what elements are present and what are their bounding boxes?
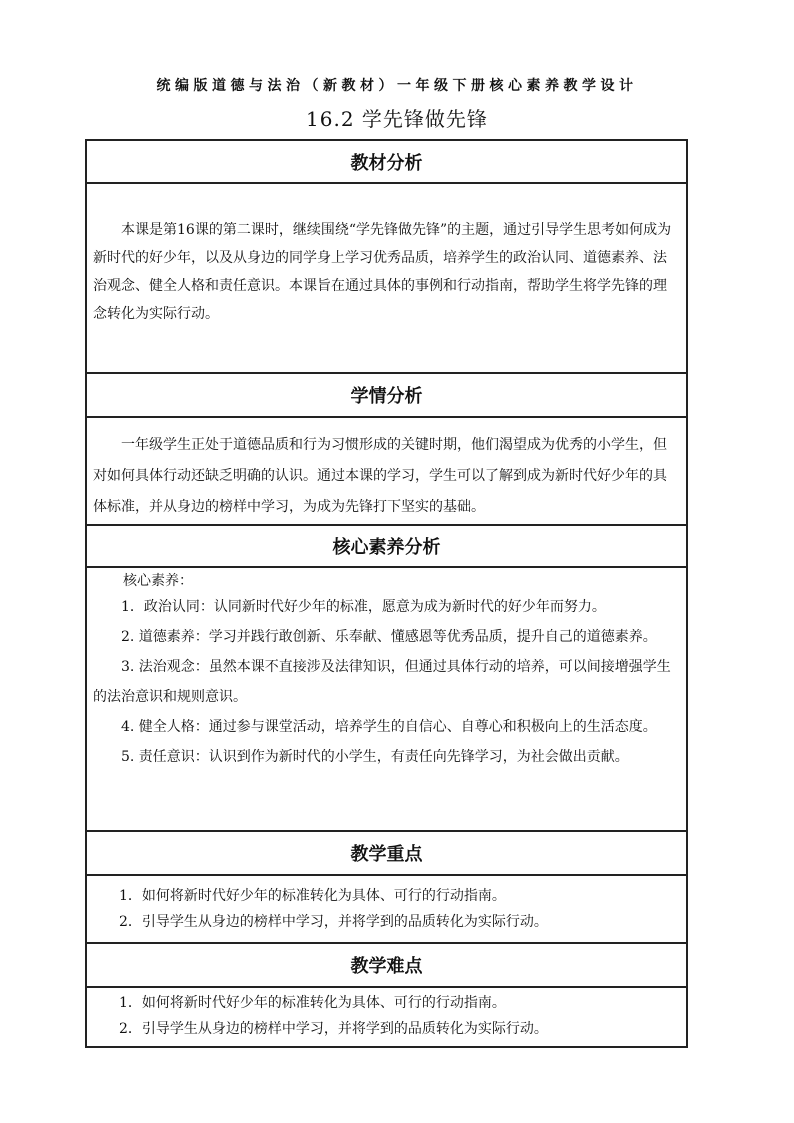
textbook-analysis-paragraph: 本课是第16课的第二课时，继续围绕“学先锋做先锋”的主题，通过引导学生思考如何成为新时代的好少年，以及从身边的同学身上学习优秀品质，培养学生的政治认同、道德素养、法治观念、健全人格和责任意识。本课旨在通过具体的事例和行动指南，帮助学生将学先锋的理念转化为实际行动。 [93, 222, 672, 322]
key-points-heading [87, 832, 686, 876]
difficult-points-heading-text: 教学难点 [350, 956, 423, 977]
core-literacy-item: 3. 法治观念：虽然本课不直接涉及法律知识，但通过具体行动的培养，可以间接增强学生的法治意识和规则意识。 [93, 659, 671, 705]
core-literacy-heading-text: 核心素养分析 [332, 537, 441, 558]
core-literacy-item: 4. 健全人格：通过参与课堂活动，培养学生的自信心、自尊心和积极向上的生活态度。 [121, 719, 657, 735]
difficult-points-body [87, 988, 686, 1046]
core-literacy-item: 5. 责任意识：认识到作为新时代的小学生，有责任向先锋学习，为社会做出贡献。 [121, 749, 629, 765]
learner-analysis-heading [87, 374, 686, 418]
core-literacy-item: 1．政治认同：认同新时代好少年的标准，愿意为成为新时代的好少年而努力。 [121, 599, 606, 615]
core-literacy-item: 2. 道德素养：学习并践行敢创新、乐奉献、懂感恩等优秀品质，提升自己的道德素养。 [121, 629, 657, 645]
key-point-item: 2．引导学生从身边的榜样中学习，并将学到的品质转化为实际行动。 [119, 914, 548, 930]
learner-analysis-paragraph: 一年级学生正处于道德品质和行为习惯形成的关键时期，他们渴望成为优秀的小学生，但对如何具体行动还缺乏明确的认识。通过本课的学习，学生可以了解到成为新时代好少年的具体标准，并从身边的榜样中学习，为成为先锋打下坚实的基础。 [93, 437, 667, 515]
key-point-item: 1．如何将新时代好少年的标准转化为具体、可行的行动指南。 [119, 888, 506, 904]
core-literacy-label: 核心素养： [123, 573, 193, 589]
lesson-plan-table [85, 139, 688, 1048]
difficult-points-heading [87, 944, 686, 988]
textbook-analysis-heading-text: 教材分析 [350, 152, 423, 174]
series-title: 统编版道德与法治（新教材）一年级下册核心素养教学设计 [156, 78, 638, 94]
learner-analysis-heading-text: 学情分析 [350, 386, 423, 407]
textbook-analysis-body [87, 184, 686, 374]
core-literacy-body [87, 568, 686, 832]
difficult-point-item: 2．引导学生从身边的榜样中学习，并将学到的品质转化为实际行动。 [119, 1021, 548, 1037]
difficult-point-item: 1．如何将新时代好少年的标准转化为具体、可行的行动指南。 [119, 995, 506, 1011]
key-points-body [87, 876, 686, 944]
lesson-title: 16.2 学先锋做先锋 [306, 107, 488, 131]
key-points-heading-text: 教学重点 [350, 844, 423, 865]
textbook-analysis-heading [87, 141, 686, 184]
learner-analysis-body [87, 418, 686, 526]
core-literacy-heading [87, 526, 686, 568]
